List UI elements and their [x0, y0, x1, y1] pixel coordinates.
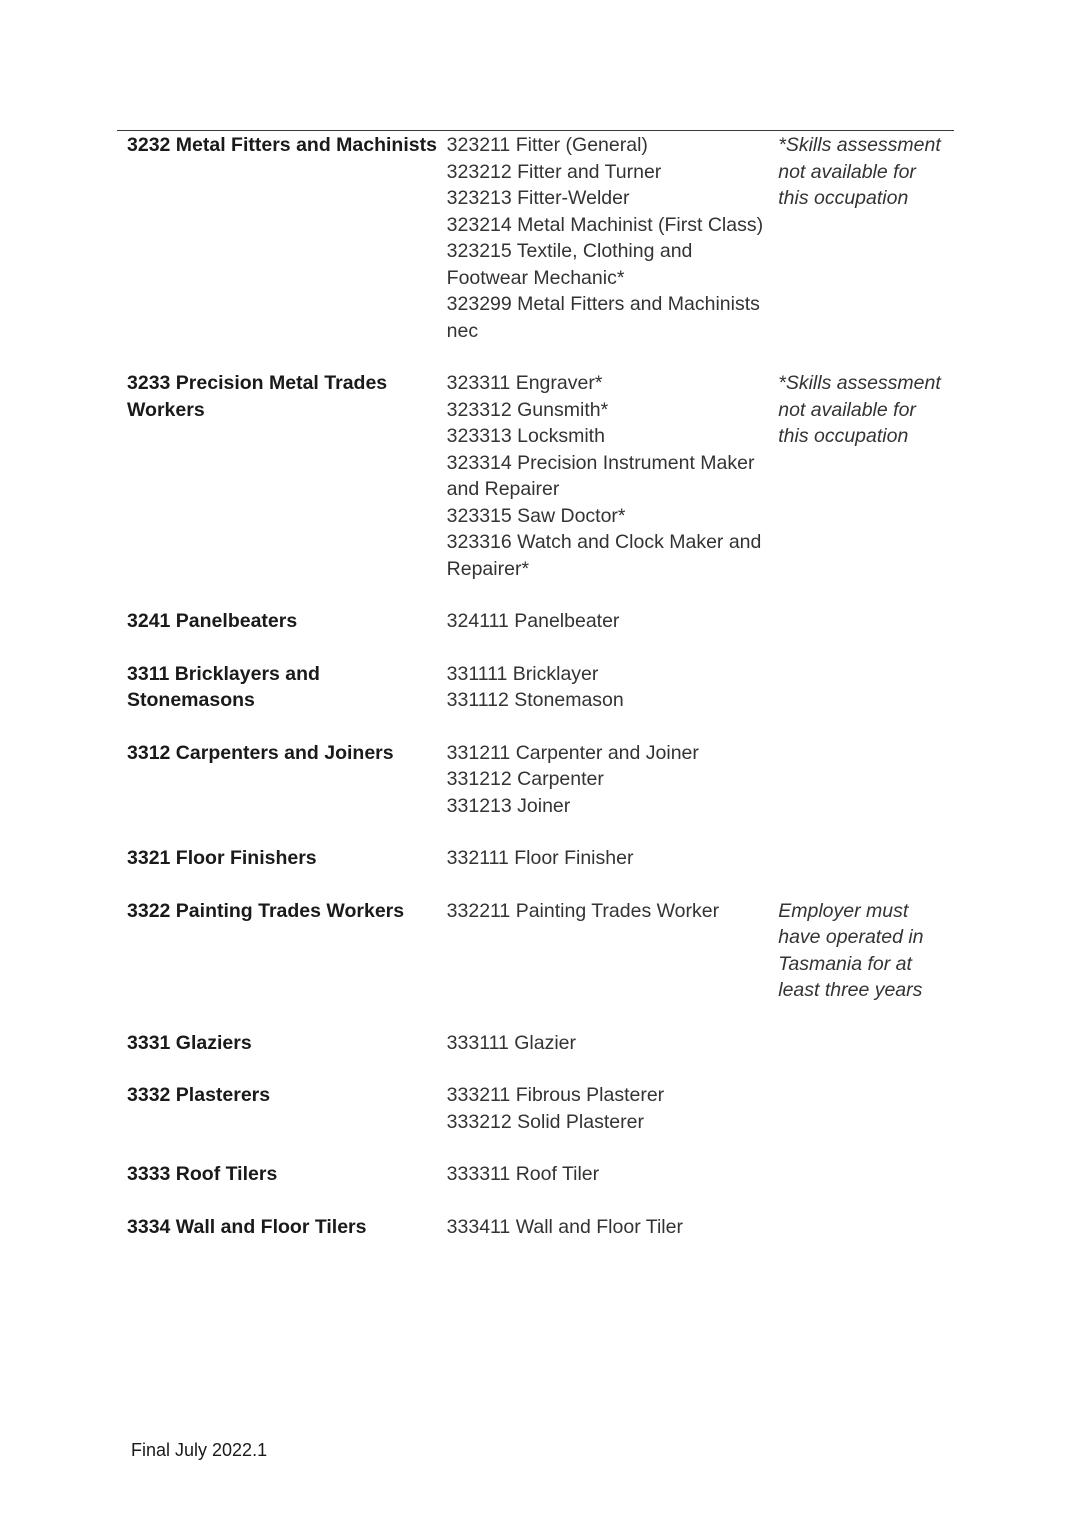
- occupation-list: [447, 1214, 779, 1241]
- occupation-item: 333411 Wall and Floor Tiler: [446, 1215, 683, 1238]
- occupation-item: 323313 Locksmith: [446, 425, 605, 447]
- occupation-item: 331211 Carpenter and Joiner: [446, 741, 699, 764]
- occupation-item: 323214 Metal Machinist (First Class): [446, 213, 764, 236]
- occupation-item: 323315 Saw Doctor*: [446, 504, 626, 527]
- occupation-item: 333211 Fibrous Plasterer: [446, 1084, 665, 1106]
- occupation-item: 323316 Watch and Clock Maker and Repairer*: [446, 531, 762, 580]
- occupation-list: [447, 370, 779, 582]
- occupation-item: 331111 Bricklayer: [446, 662, 599, 685]
- table-row: [127, 1214, 947, 1267]
- table-row: [127, 740, 947, 846]
- occupation-item: 331213 Joiner: [446, 794, 571, 817]
- occupation-list: [447, 132, 779, 344]
- occupation-list: [447, 1030, 779, 1057]
- unit-group-title: 3331 Glaziers: [127, 1031, 252, 1054]
- table-row: [127, 370, 947, 608]
- occupation-item: 333111 Glazier: [446, 1031, 577, 1054]
- occupation-note: [778, 845, 947, 872]
- unit-group-title: 3332 Plasterers: [127, 1084, 271, 1106]
- unit-group-title: 3232 Metal Fitters and Machinists: [127, 134, 437, 156]
- occupation-note: [778, 1030, 947, 1057]
- occupation-item: 323211 Fitter (General): [446, 134, 648, 156]
- occupation-note: [778, 1161, 947, 1188]
- footer-version: Final July 2022.1: [131, 1440, 268, 1460]
- occupation-list: [447, 608, 779, 635]
- occupation-item: 331112 Stonemason: [446, 689, 624, 711]
- occupation-note: [778, 608, 947, 635]
- occupation-list: [447, 740, 779, 820]
- occupation-note: [778, 1214, 947, 1241]
- occupation-note: [778, 1082, 947, 1135]
- occupation-item: 323215 Textile, Clothing and Footwear Mechanic*: [446, 240, 693, 289]
- occupation-item: 323299 Metal Fitters and Machinists nec: [446, 293, 760, 342]
- occupation-item: 323312 Gunsmith*: [446, 398, 609, 421]
- unit-group-title: 3322 Painting Trades Workers: [127, 899, 405, 922]
- occupation-table: [127, 132, 947, 1266]
- occupation-item: 323311 Engraver*: [446, 372, 603, 394]
- table-row: [127, 608, 947, 661]
- unit-group-title: 3334 Wall and Floor Tilers: [127, 1215, 367, 1238]
- table-row: [127, 132, 947, 370]
- occupation-note: *Skills assessment not available for this occupation: [778, 134, 941, 209]
- occupation-item: 333311 Roof Tiler: [446, 1163, 600, 1185]
- occupation-item: 333212 Solid Plasterer: [446, 1110, 644, 1133]
- occupation-note: [778, 661, 947, 714]
- occupation-list: [447, 845, 779, 872]
- unit-group-title: 3241 Panelbeaters: [127, 610, 298, 632]
- occupation-list: [447, 1161, 779, 1188]
- occupation-list: [447, 898, 779, 1004]
- table-row: [127, 1161, 947, 1214]
- occupation-item: 331212 Carpenter: [446, 768, 604, 790]
- occupation-list: [447, 661, 779, 714]
- occupation-note: Employer must have operated in Tasmania for at least three years: [778, 899, 924, 1001]
- unit-group-title: 3333 Roof Tilers: [127, 1163, 278, 1185]
- table-row: [127, 1082, 947, 1161]
- unit-group-title: 3311 Bricklayers and Stonemasons: [127, 662, 320, 711]
- occupation-note: *Skills assessment not available for this occupation: [778, 372, 941, 447]
- unit-group-title: 3233 Precision Metal Trades Workers: [127, 372, 388, 421]
- occupation-item: 323213 Fitter-Welder: [446, 187, 630, 209]
- occupation-item: 323212 Fitter and Turner: [446, 160, 662, 183]
- occupation-list: [447, 1082, 779, 1135]
- table-top-rule: [117, 130, 954, 131]
- occupation-item: 332111 Floor Finisher: [446, 847, 634, 869]
- occupation-item: 332211 Painting Trades Worker: [446, 899, 720, 922]
- table-row: [127, 898, 947, 1030]
- unit-group-title: 3321 Floor Finishers: [127, 847, 317, 869]
- unit-group-title: 3312 Carpenters and Joiners: [127, 741, 394, 764]
- table-row: [127, 661, 947, 740]
- occupation-note: [778, 740, 947, 820]
- occupation-item: 323314 Precision Instrument Maker and Repairer: [446, 451, 755, 500]
- table-row: [127, 1030, 947, 1083]
- table-row: [127, 845, 947, 898]
- occupation-item: 324111 Panelbeater: [446, 610, 620, 632]
